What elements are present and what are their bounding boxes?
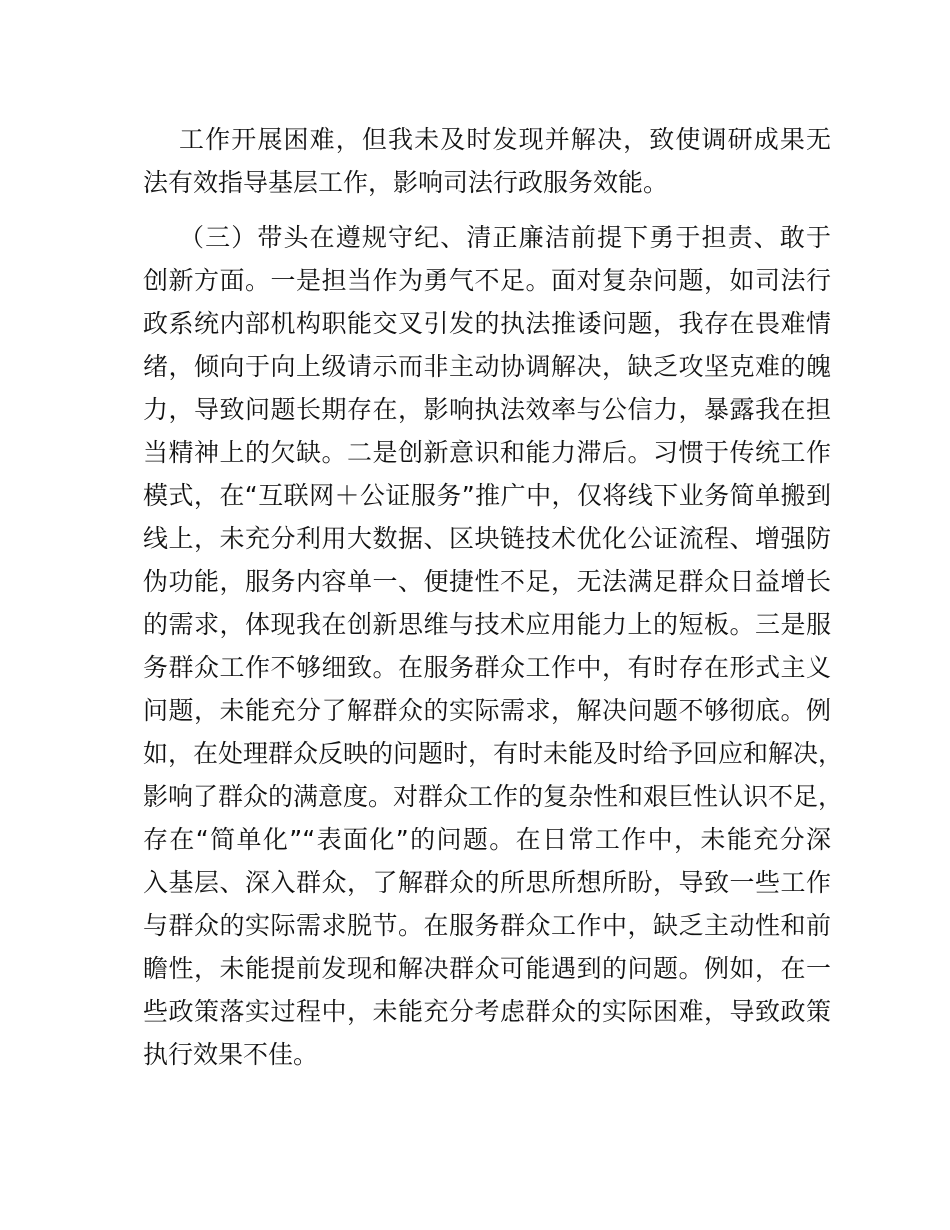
text-line: 如，在处理群众反映的问题时，有时未能及时给予回应和解决， [143, 739, 844, 768]
text-line: 法有效指导基层工作，影响司法行政服务效能。 [143, 168, 669, 197]
text-line: 瞻性，未能提前发现和解决群众可能遇到的问题。例如，在一 [143, 954, 831, 983]
text-line: 伪功能，服务内容单一、便捷性不足，无法满足群众日益增长 [143, 567, 831, 596]
text-line: 力，导致问题长期存在，影响执法效率与公信力，暴露我在担 [143, 395, 831, 424]
text-line: 些政策落实过程中，未能充分考虑群众的实际困难，导致政策 [143, 997, 831, 1026]
paragraph-section-three [143, 216, 844, 1076]
section-heading-line: （三）带头在遵规守纪、清正廉洁前提下勇于担责、敢于 [179, 223, 831, 252]
text-line: 政系统内部机构职能交叉引发的执法推诿问题，我存在畏难情 [143, 309, 831, 338]
text-line: 执行效果不佳。 [143, 1040, 319, 1069]
text-line: 入基层、深入群众，了解群众的所思所想所盼，导致一些工作 [143, 868, 831, 897]
text-line: 与群众的实际需求脱节。在服务群众工作中，缺乏主动性和前 [143, 911, 831, 940]
text-line: 存在“简单化”“表面化”的问题。在日常工作中，未能充分深 [143, 825, 831, 854]
text-line: 工作开展困难，但我未及时发现并解决，致使调研成果无 [179, 125, 831, 154]
text-line: 的需求，体现我在创新思维与技术应用能力上的短板。三是服 [143, 610, 831, 639]
text-line: 务群众工作不够细致。在服务群众工作中，有时存在形式主义 [143, 653, 831, 682]
text-line: 当精神上的欠缺。二是创新意识和能力滞后。习惯于传统工作 [143, 438, 831, 467]
text-line: 模式，在“互联网＋公证服务”推广中，仅将线下业务简单搬到 [143, 481, 831, 510]
text-line: 问题，未能充分了解群众的实际需求，解决问题不够彻底。例 [143, 696, 831, 725]
paragraph-continuation [143, 118, 831, 204]
text-line: 创新方面。一是担当作为勇气不足。面对复杂问题，如司法行 [143, 266, 831, 295]
text-line: 绪，倾向于向上级请示而非主动协调解决，缺乏攻坚克难的魄 [143, 352, 831, 381]
text-line: 线上，未充分利用大数据、区块链技术优化公证流程、增强防 [143, 524, 831, 553]
text-line: 影响了群众的满意度。对群众工作的复杂性和艰巨性认识不足， [143, 782, 844, 811]
